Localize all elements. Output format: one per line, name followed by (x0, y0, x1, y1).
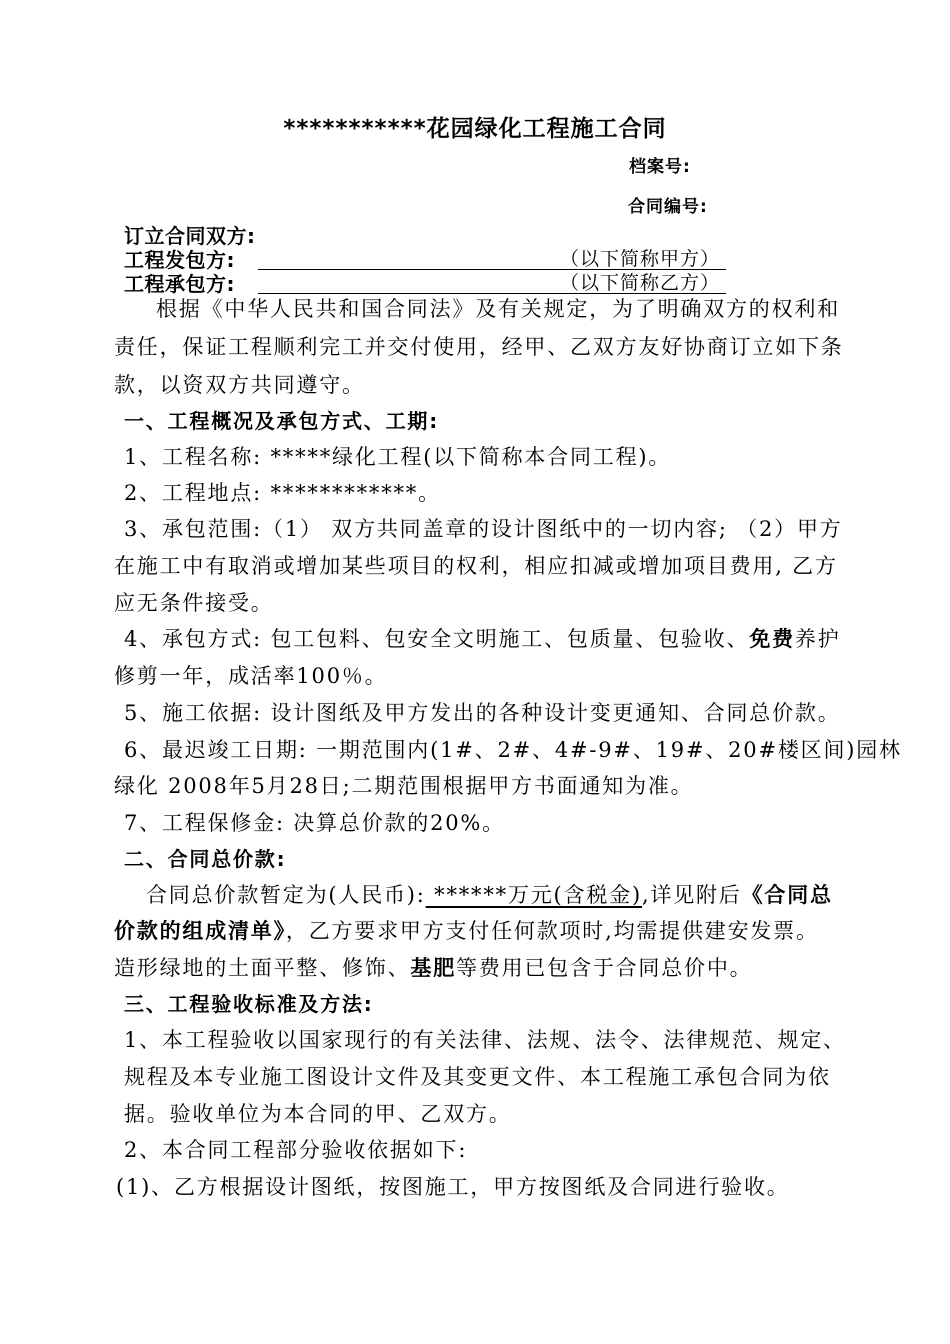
intro-line-2: 责任，保证工程顺利完工并交付使用，经甲、乙双方友好协商订立如下条 (114, 335, 844, 359)
section-1-item-7: 7、工程保修金: 决算总价款的20%。 (124, 811, 505, 835)
price-amount[interactable]: ******万元(含税金) (425, 883, 642, 907)
price-list-title-part-1: 《合同总 (741, 882, 833, 907)
section-3-item-2: 2、本合同工程部分验收依据如下: (124, 1138, 468, 1162)
intro-line-1: 根据《中华人民共和国合同法》及有关规定，为了明确双方的权利和 (156, 297, 840, 321)
invoice-requirement: ，乙方要求甲方支付任何款项时,均需提供建安发票。 (285, 919, 819, 943)
section-2-line-3 (114, 951, 752, 985)
contractor-alias-note: （以下简称乙方） (560, 272, 721, 294)
intro-line-3: 款，以资双方共同遵守。 (114, 373, 365, 397)
section-1-item-2: 2、工程地点: ************。 (124, 481, 441, 505)
section-1-item-4-line-2: 修剪一年，成活率100％。 (114, 664, 388, 688)
item-4-text-a: 4、承包方式: 包工包料、包安全文明施工、包质量、包验收、 (124, 627, 750, 651)
section-2-line-1 (146, 878, 833, 912)
archive-number-label: 档案号: (629, 157, 691, 177)
parties-heading: 订立合同双方: (124, 224, 256, 248)
section-1-item-6-line-1: 6、最迟竣工日期: 一期范围内(1#、2#、4#-9#、19#、20#楼区间)园林 (124, 738, 902, 762)
base-fertilizer-bold: 基肥 (410, 955, 457, 980)
section-2-heading: 二、合同总价款: (124, 847, 287, 871)
section-1-item-4-line-1 (124, 622, 841, 656)
section-3-item-1-line-1: 1、本工程验收以国家现行的有关法律、法规、法令、法律规范、规定、 (124, 1028, 846, 1052)
section-1-item-3-line-2: 在施工中有取消或增加某些项目的权利，相应扣减或增加项目费用, 乙方 (114, 554, 838, 578)
section-3-item-2-sub-1: (1)、乙方根据设计图纸，按图施工，甲方按图纸及合同进行验收。 (116, 1175, 790, 1199)
section-1-item-1: 1、工程名称: *****绿化工程(以下简称本合同工程)。 (124, 445, 672, 469)
section-1-heading: 一、工程概况及承包方式、工期: (124, 409, 439, 433)
section-1-item-3-line-3: 应无条件接受。 (114, 591, 274, 615)
employer-label: 工程发包方: (124, 248, 235, 272)
price-label: 合同总价款暂定为(人民币): (146, 883, 426, 907)
section-1-item-6-line-2: 绿化 2008年5月28日;二期范围根据甲方书面通知为准。 (114, 774, 694, 798)
contractor-label: 工程承包方: (124, 272, 235, 296)
price-list-title-part-2: 价款的组成清单》 (114, 918, 286, 943)
section-1-item-3-line-1: 3、承包范围:（1） 双方共同盖章的设计图纸中的一切内容; （2）甲方 (124, 517, 843, 541)
item-4-free-bold: 免费 (749, 626, 795, 651)
section-2-line-2 (114, 914, 819, 948)
section-3-heading: 三、工程验收标准及方法: (124, 992, 374, 1016)
section-3-item-1-line-3: 据。验收单位为本合同的甲、乙双方。 (124, 1102, 512, 1126)
section-3-item-1-line-2: 规程及本专业施工图设计文件及其变更文件、本工程施工承包合同为依 (124, 1065, 831, 1089)
contract-title: ***********花园绿化工程施工合同 (283, 116, 667, 142)
item-4-text-b: 养护 (794, 627, 841, 651)
landscaping-cost-text-a: 造形绿地的土面平整、修饰、 (114, 956, 411, 980)
landscaping-cost-text-b: 等费用已包含于合同总价中。 (456, 956, 753, 980)
contract-number-label: 合同编号: (628, 197, 708, 217)
price-see-attachment: ,详见附后 (641, 883, 742, 907)
employer-alias-note: （以下简称甲方） (560, 248, 721, 270)
section-1-item-5: 5、施工依据: 设计图纸及甲方发出的各种设计变更通知、合同总价款。 (124, 701, 841, 725)
